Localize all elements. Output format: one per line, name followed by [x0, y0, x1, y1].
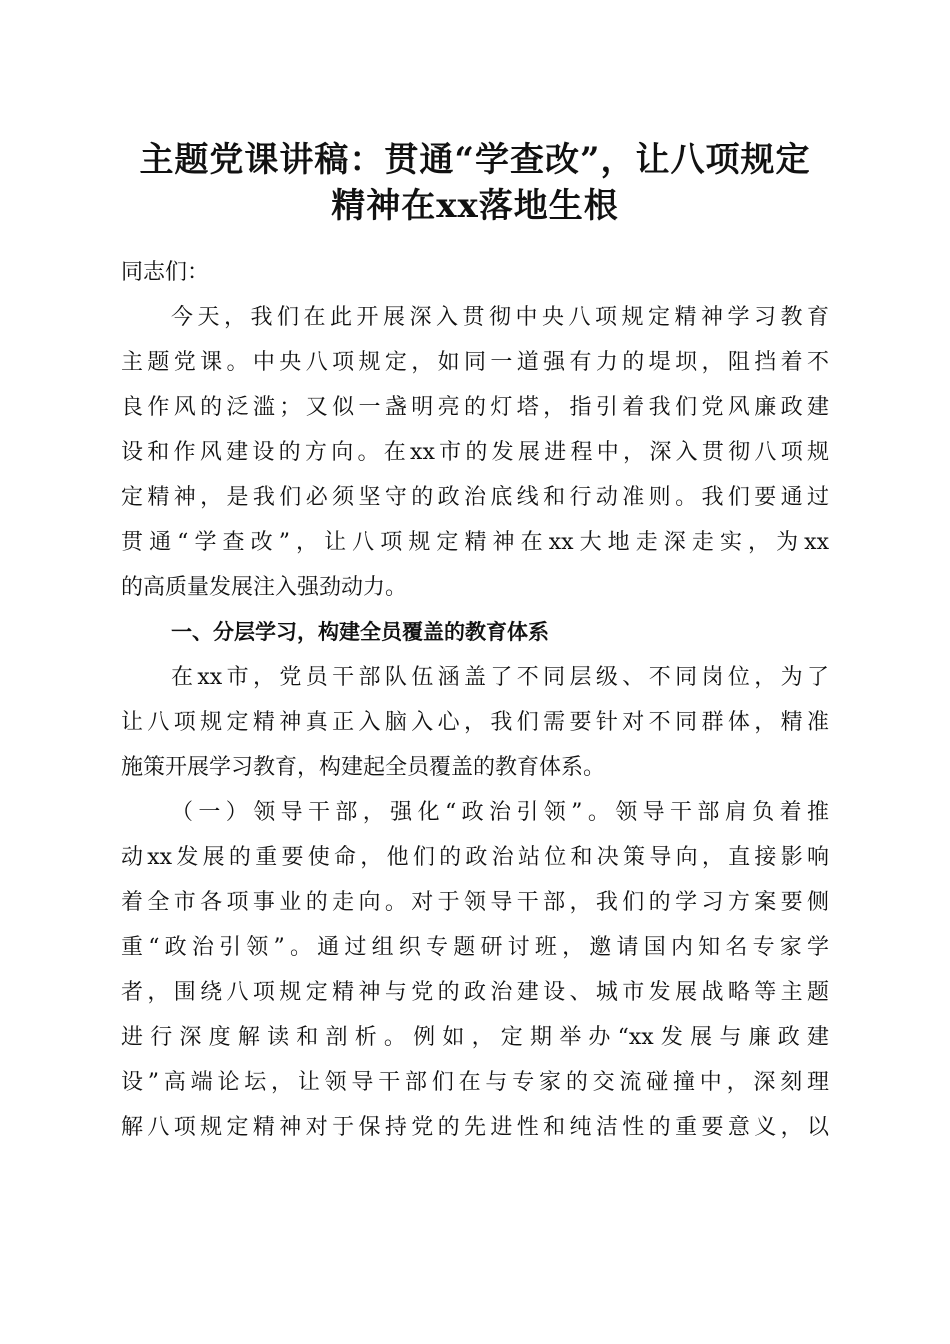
- subsection-line: （一）领导干部，强化“政治引领”。领导干部肩负着推: [171, 800, 829, 825]
- paragraph-line: 施策开展学习教育，构建起全员覆盖的教育体系。: [121, 755, 606, 780]
- paragraph-line: 重“政治引领”。通过组织专题研讨班，邀请国内知名专家学: [121, 935, 829, 960]
- paragraph-line: 让八项规定精神真正入脑入心，我们需要针对不同群体，精准: [121, 710, 829, 735]
- paragraph-line: 贯通“学查改”，让八项规定精神在xx大地走深走实，为xx: [121, 530, 829, 555]
- paragraph-line: 定精神，是我们必须坚守的政治底线和行动准则。我们要通过: [121, 485, 829, 510]
- paragraph-line: 设和作风建设的方向。在xx市的发展进程中，深入贯彻八项规: [121, 440, 829, 465]
- paragraph-line: 今天，我们在此开展深入贯彻中央八项规定精神学习教育: [171, 305, 829, 330]
- paragraph-line: 着全市各项事业的走向。对于领导干部，我们的学习方案要侧: [121, 890, 829, 915]
- document-title-line-2: 精神在xx落地生根: [331, 186, 619, 226]
- paragraph-line: 设”高端论坛，让领导干部们在与专家的交流碰撞中，深刻理: [121, 1070, 829, 1095]
- paragraph-line: 动xx发展的重要使命，他们的政治站位和决策导向，直接影响: [121, 845, 829, 870]
- document-body: [121, 250, 829, 1150]
- salutation: 同志们：: [121, 260, 210, 285]
- paragraph-line: 进行深度解读和剖析。例如，定期举办“xx发展与廉政建: [121, 1025, 829, 1050]
- paragraph-line: 主题党课。中央八项规定，如同一道强有力的堤坝，阻挡着不: [121, 350, 829, 375]
- paragraph-line: 者，围绕八项规定精神与党的政治建设、城市发展战略等主题: [121, 980, 829, 1005]
- paragraph-line: 解八项规定精神对于保持党的先进性和纯洁性的重要意义，以: [121, 1115, 829, 1140]
- paragraph-line: 在xx市，党员干部队伍涵盖了不同层级、不同岗位，为了: [171, 665, 829, 690]
- paragraph-line: 的高质量发展注入强劲动力。: [121, 575, 408, 600]
- document-title-line-1: 主题党课讲稿：贯通“学查改”，让八项规定: [139, 140, 811, 180]
- section-heading: 一、分层学习，构建全员覆盖的教育体系: [171, 620, 549, 644]
- paragraph-line: 良作风的泛滥；又似一盏明亮的灯塔，指引着我们党风廉政建: [121, 395, 829, 420]
